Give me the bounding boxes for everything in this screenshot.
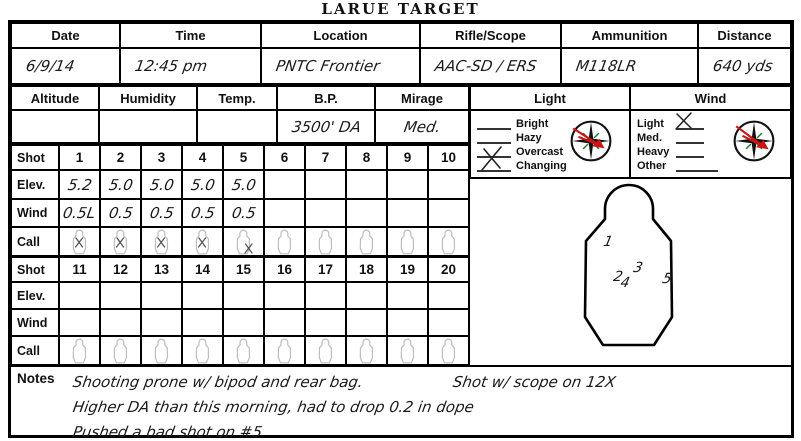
- checkline: [477, 118, 511, 130]
- shot-number-8: 8: [346, 145, 387, 170]
- elev-value-8[interactable]: [346, 282, 387, 309]
- light-options: [477, 117, 567, 172]
- light-compass-icon: [569, 119, 613, 163]
- call-silhouette-5[interactable]: [223, 227, 264, 256]
- info-header-6: Distance: [698, 23, 791, 48]
- info-value-row: [11, 48, 791, 86]
- light-wind-detail-row: [470, 110, 791, 178]
- shot-number-10: 10: [428, 145, 469, 170]
- wind-value-4[interactable]: [182, 309, 223, 336]
- row-label: Wind: [11, 309, 59, 336]
- note-line-1-right: Shot w/ scope on 12X: [451, 373, 617, 391]
- wind-value-10[interactable]: [428, 309, 469, 336]
- wind-option-med[interactable]: Med.: [637, 131, 718, 144]
- elev-value-5[interactable]: 5.0: [223, 170, 264, 199]
- shot-number-3: 3: [141, 145, 182, 170]
- call-silhouette-6[interactable]: [264, 336, 305, 365]
- elev-value-9[interactable]: [387, 170, 428, 199]
- wind-value-8[interactable]: [346, 199, 387, 227]
- wind-value-6[interactable]: [264, 199, 305, 227]
- info-header-2: Time: [120, 23, 261, 48]
- shot-number-2: 2: [100, 145, 141, 170]
- shot-number-3: 13: [141, 257, 182, 282]
- wind-value-9[interactable]: [387, 199, 428, 227]
- shot-marker-3: 3: [631, 260, 645, 276]
- wind-value-5[interactable]: 0.5: [223, 199, 264, 227]
- page-title: LARUE TARGET: [321, 0, 480, 18]
- call-silhouette-10[interactable]: [428, 227, 469, 256]
- shot-number-4: 14: [182, 257, 223, 282]
- wind-value-2[interactable]: 0.5: [100, 199, 141, 227]
- call-silhouette-6[interactable]: [264, 227, 305, 256]
- call-silhouette-5[interactable]: [223, 336, 264, 365]
- conditions-value-5[interactable]: Med.: [375, 110, 469, 143]
- shot-number-10: 20: [428, 257, 469, 282]
- shot-number-8: 18: [346, 257, 387, 282]
- call-silhouette-8[interactable]: [346, 336, 387, 365]
- elev-value-7[interactable]: [305, 282, 346, 309]
- elev-value-1[interactable]: 5.2: [59, 170, 100, 199]
- conditions-header-4: B.P.: [277, 86, 375, 110]
- info-value-1[interactable]: 6/9/14: [11, 48, 120, 84]
- conditions-header-5: Mirage: [375, 86, 469, 110]
- wind-value-7[interactable]: [305, 309, 346, 336]
- conditions-value-2[interactable]: [99, 110, 197, 143]
- light-option-hazy[interactable]: Hazy: [477, 131, 567, 144]
- conditions-value-1[interactable]: [11, 110, 99, 143]
- elev-value-10[interactable]: [428, 170, 469, 199]
- elev-value-2[interactable]: 5.0: [100, 170, 141, 199]
- light-option-overcast[interactable]: Overcast: [477, 145, 567, 158]
- row-label: Call: [11, 227, 59, 256]
- conditions-value-3[interactable]: [197, 110, 277, 143]
- wind-header: Wind: [630, 86, 791, 110]
- notes-section[interactable]: [11, 365, 791, 441]
- shot-number-5: 5: [223, 145, 264, 170]
- shot-number-6: 16: [264, 257, 305, 282]
- call-silhouette-1[interactable]: [59, 336, 100, 365]
- conditions-header-row: [11, 86, 469, 110]
- elev-value-3[interactable]: [141, 282, 182, 309]
- shot-number-7: 17: [305, 257, 346, 282]
- info-header-5: Ammunition: [561, 23, 698, 48]
- info-header-4: Rifle/Scope: [420, 23, 561, 48]
- info-header-row: [11, 23, 791, 48]
- elev-value-6[interactable]: [264, 282, 305, 309]
- wind-value-1[interactable]: [59, 309, 100, 336]
- row-label: Shot: [11, 145, 59, 170]
- wind-value-8[interactable]: [346, 309, 387, 336]
- call-silhouette-3[interactable]: [141, 227, 182, 256]
- shot-header-row-2: [11, 256, 469, 282]
- call-silhouette-10[interactable]: [428, 336, 469, 365]
- row-label: Shot: [11, 257, 59, 282]
- row-label: Elev.: [11, 282, 59, 309]
- call-silhouette-7[interactable]: [305, 336, 346, 365]
- elev-value-4[interactable]: 5.0: [182, 170, 223, 199]
- shot-number-9: 19: [387, 257, 428, 282]
- wind-row-2: [11, 309, 469, 336]
- call-silhouette-7[interactable]: [305, 227, 346, 256]
- wind-value-7[interactable]: [305, 199, 346, 227]
- call-silhouette-9[interactable]: [387, 227, 428, 256]
- shot-number-1: 1: [59, 145, 100, 170]
- conditions-header-3: Temp.: [197, 86, 277, 110]
- row-label: Elev.: [11, 170, 59, 199]
- checkline: [477, 146, 511, 158]
- checkline: [676, 118, 704, 130]
- light-wind-header-row: [470, 86, 791, 110]
- call-row-2: [11, 336, 469, 365]
- light-options-box: [470, 110, 630, 178]
- elev-value-2[interactable]: [100, 282, 141, 309]
- target-diagram-panel[interactable]: [470, 178, 791, 365]
- wind-option-other[interactable]: Other: [637, 159, 718, 172]
- notes-label: Notes: [17, 371, 55, 386]
- elev-value-1[interactable]: [59, 282, 100, 309]
- wind-value-6[interactable]: [264, 309, 305, 336]
- call-silhouette-4[interactable]: [182, 336, 223, 365]
- info-value-5[interactable]: M118LR: [561, 48, 698, 84]
- checkline: [676, 160, 718, 172]
- shot-marker-1: 1: [601, 234, 615, 250]
- conditions-value-4[interactable]: 3500' DA: [277, 110, 375, 143]
- elev-value-4[interactable]: [182, 282, 223, 309]
- info-value-2[interactable]: 12:45 pm: [120, 48, 261, 84]
- wind-value-3[interactable]: 0.5: [141, 199, 182, 227]
- row-label: Wind: [11, 199, 59, 227]
- wind-value-1[interactable]: 0.5L: [59, 199, 100, 227]
- elev-value-3[interactable]: 5.0: [141, 170, 182, 199]
- checkline: [676, 146, 704, 158]
- note-line-2: Higher DA than this morning, had to drop 0.2 in dope: [71, 398, 476, 416]
- call-silhouette-8[interactable]: [346, 227, 387, 256]
- info-header-1: Date: [11, 23, 120, 48]
- call-silhouette-1[interactable]: [59, 227, 100, 256]
- wind-compass-icon: [732, 119, 776, 163]
- wind-options-box: [630, 110, 791, 178]
- checkline: [477, 160, 511, 172]
- conditions-header-2: Humidity: [99, 86, 197, 110]
- note-line-3: Pushed a bad shot on #5: [71, 423, 264, 441]
- call-silhouette-3[interactable]: [141, 336, 182, 365]
- row-label: Call: [11, 336, 59, 365]
- wind-option-heavy[interactable]: Heavy: [637, 145, 718, 158]
- shot-marker-4: 4: [618, 275, 632, 291]
- shot-marker-2: 2: [611, 269, 625, 285]
- wind-value-4[interactable]: 0.5: [182, 199, 223, 227]
- shot-number-9: 9: [387, 145, 428, 170]
- shot-number-1: 11: [59, 257, 100, 282]
- info-header-3: Location: [261, 23, 420, 48]
- call-row-1: [11, 227, 469, 256]
- elev-value-10[interactable]: [428, 282, 469, 309]
- info-value-4[interactable]: AAC-SD / ERS: [420, 48, 561, 84]
- call-silhouette-4[interactable]: [182, 227, 223, 256]
- elev-row-1: [11, 170, 469, 199]
- info-value-6[interactable]: 640 yds: [698, 48, 791, 84]
- wind-value-5[interactable]: [223, 309, 264, 336]
- wind-value-9[interactable]: [387, 309, 428, 336]
- checkline: [676, 132, 704, 144]
- elev-value-9[interactable]: [387, 282, 428, 309]
- call-silhouette-9[interactable]: [387, 336, 428, 365]
- shot-header-row-1: [11, 144, 469, 170]
- wind-options: [637, 117, 718, 172]
- light-option-bright[interactable]: Bright: [477, 117, 567, 130]
- form-border: [8, 20, 794, 441]
- checkline: [477, 132, 511, 144]
- elev-row-2: [11, 282, 469, 309]
- wind-value-10[interactable]: [428, 199, 469, 227]
- elev-value-6[interactable]: [264, 170, 305, 199]
- elev-value-8[interactable]: [346, 170, 387, 199]
- elev-value-5[interactable]: [223, 282, 264, 309]
- shot-number-2: 12: [100, 257, 141, 282]
- light-header: Light: [470, 86, 630, 110]
- conditions-value-row: [11, 110, 469, 144]
- call-silhouette-2[interactable]: [100, 336, 141, 365]
- info-value-3[interactable]: PNTC Frontier: [261, 48, 420, 84]
- shot-marker-5: 5: [660, 271, 674, 287]
- shot-number-7: 7: [305, 145, 346, 170]
- wind-row-1: [11, 199, 469, 227]
- call-silhouette-2[interactable]: [100, 227, 141, 256]
- left-column: [11, 86, 470, 365]
- shot-number-5: 15: [223, 257, 264, 282]
- conditions-header-1: Altitude: [11, 86, 99, 110]
- wind-option-light[interactable]: Light: [637, 117, 718, 130]
- shot-number-4: 4: [182, 145, 223, 170]
- note-line-1: Shooting prone w/ bipod and rear bag.: [71, 373, 365, 391]
- wind-value-2[interactable]: [100, 309, 141, 336]
- wind-value-3[interactable]: [141, 309, 182, 336]
- shot-number-6: 6: [264, 145, 305, 170]
- right-column: [470, 86, 791, 365]
- light-option-changing[interactable]: Changing: [477, 159, 567, 172]
- elev-value-7[interactable]: [305, 170, 346, 199]
